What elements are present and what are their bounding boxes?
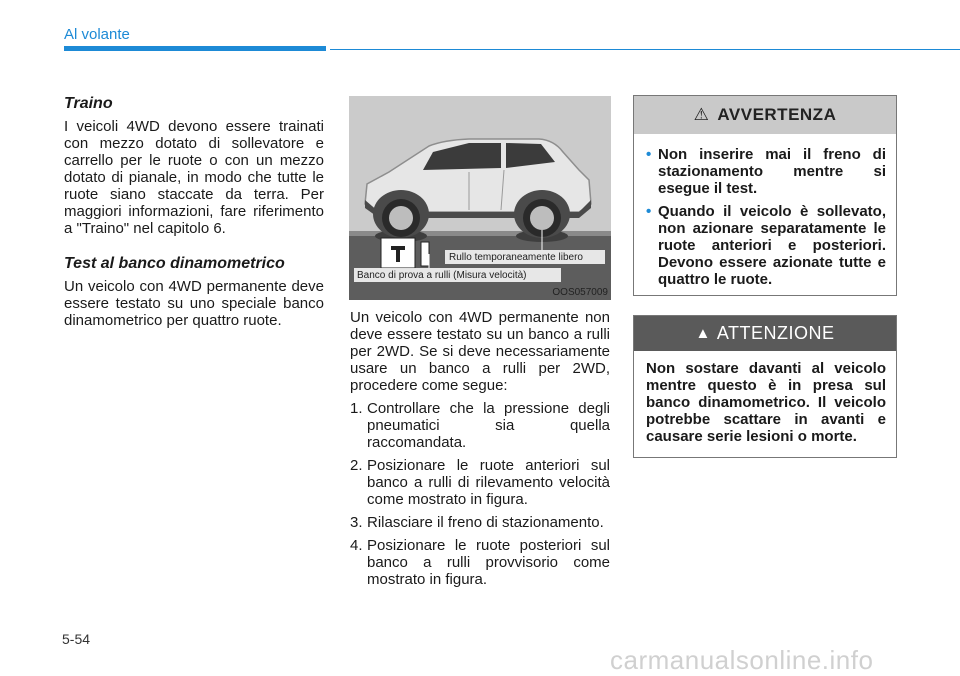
list-item: [350, 400, 610, 451]
caution-box: [633, 315, 897, 458]
list-item: [646, 146, 886, 197]
caution-triangle-icon: ▲: [695, 325, 711, 342]
heading-traino: Traino: [64, 95, 113, 112]
warning-item-text: Non inserire mai il freno di stazionamento mentre si esegue il test.: [658, 146, 886, 197]
list-item: [350, 514, 610, 531]
step-text: Posizionare le ruote anteriori sul banco a rulli di rilevamento velocità come mostrato in figura.: [367, 457, 610, 508]
step-number: 4.: [350, 537, 363, 554]
warning-body: [634, 134, 896, 302]
left-column: [64, 95, 324, 329]
list-item: [350, 537, 610, 588]
page-number: 5-54: [62, 631, 91, 647]
paragraph-test-banco: Un veicolo con 4WD permanente deve essere testato su uno speciale banco dinamometrico per quattro ruote.: [64, 278, 324, 329]
figure-code: OOS057009: [552, 287, 608, 298]
caution-text: Non sostare davanti al veicolo mentre questo è in presa sul banco dinamometrico. Il veicolo potrebbe scattare in avanti e causare serie lesioni o morte.: [646, 360, 886, 445]
warning-title: AVVERTENZA: [717, 105, 837, 124]
heading-test-banco: Test al banco dinamometrico: [64, 255, 285, 272]
step-number: 2.: [350, 457, 363, 474]
steps-list: [350, 400, 610, 588]
watermark: carmanualsonline.info: [610, 645, 874, 675]
step-text: Rilasciare il freno di stazionamento.: [367, 514, 604, 531]
caution-body: [634, 351, 896, 453]
step-number: 3.: [350, 514, 363, 531]
step-text: Posizionare le ruote posteriori sul banco a rulli provvisorio come mostrato in figura.: [367, 537, 610, 588]
label-rear-roller: Rullo temporaneamente libero: [449, 252, 583, 263]
header-rule-thick: [64, 46, 326, 51]
list-item: [350, 457, 610, 508]
paragraph-intro: Un veicolo con 4WD permanente non deve essere testato su un banco a rulli per 2WD. Se si deve necessariamente usare un banco a rulli per 2WD, procedere come segue:: [350, 309, 610, 394]
vehicle-dyno-figure: [349, 96, 611, 300]
middle-column: [350, 309, 610, 594]
warning-box: [633, 95, 897, 296]
warning-header: [634, 96, 896, 134]
bullet-icon: •: [646, 203, 652, 220]
bullet-icon: •: [646, 146, 652, 163]
label-front-roller: Banco di prova a rulli (Misura velocità): [357, 270, 527, 281]
list-item: [646, 203, 886, 288]
warning-item-text: Quando il veicolo è sollevato, non azionare separatamente le ruote anteriori e posteriori. Devono essere azionate tutte e quattro le ruote.: [658, 203, 886, 288]
paragraph-traino: I veicoli 4WD devono essere trainati con mezzo dotato di sollevatore e carrello per le ruote o con un mezzo dotato di pianale, in modo che tutte le ruote siano staccate da terra. Per maggiori informazioni, fare riferimento a "Traino" nel capitolo 6.: [64, 118, 324, 237]
warning-triangle-icon: ⚠: [693, 105, 710, 124]
section-title: Al volante: [64, 26, 130, 43]
header-rule-thin: [330, 49, 960, 50]
caution-title: ATTENZIONE: [716, 323, 835, 343]
caution-header: [634, 316, 896, 351]
step-text: Controllare che la pressione degli pneumatici sia quella raccomandata.: [367, 400, 610, 451]
step-number: 1.: [350, 400, 363, 417]
